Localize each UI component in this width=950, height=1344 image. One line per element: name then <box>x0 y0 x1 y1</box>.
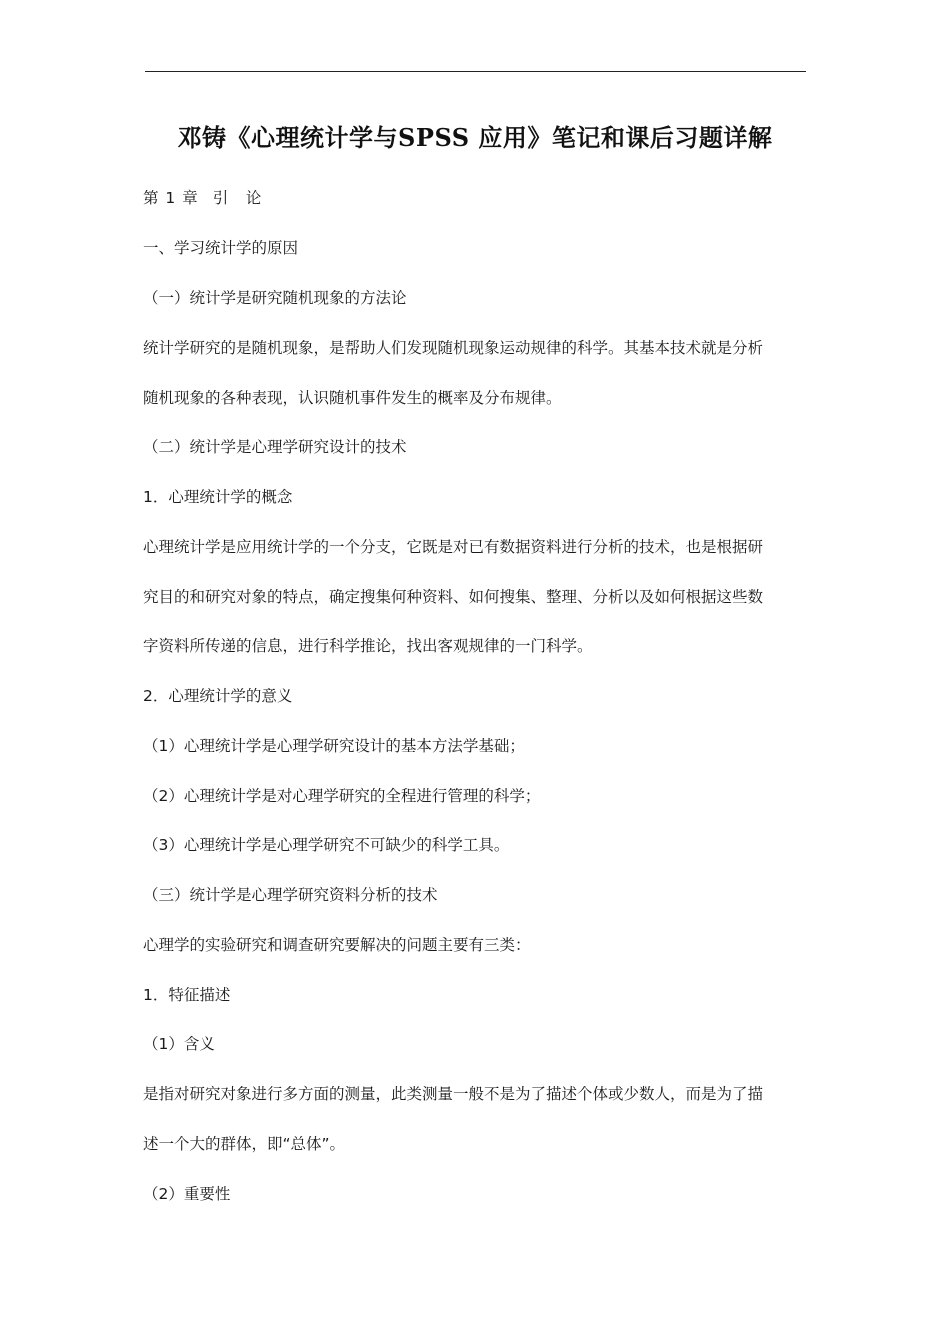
paragraph-line: 心理统计学是应用统计学的一个分支，它既是对已有数据资料进行分析的技术，也是根据研 <box>143 538 764 556</box>
subsection-heading: （一）统计学是研究随机现象的方法论 <box>143 289 407 307</box>
chapter-label: 第 1 章 <box>143 189 199 207</box>
paragraph-line: 字资料所传递的信息，进行科学推论，找出客观规律的一门科学。 <box>143 637 593 655</box>
list-item: （1）心理统计学是心理学研究设计的基本方法学基础； <box>143 737 525 755</box>
list-item: （1）含义 <box>143 1035 215 1053</box>
paragraph-line: 究目的和研究对象的特点，确定搜集何种资料、如何搜集、整理、分析以及如何根据这些数 <box>143 588 764 606</box>
section-heading: 一、学习统计学的原因 <box>143 239 299 257</box>
paragraph-line: 心理学的实验研究和调查研究要解决的问题主要有三类： <box>143 936 531 954</box>
chapter-heading <box>143 186 815 210</box>
list-item: （2）重要性 <box>143 1185 231 1203</box>
list-item: （3）心理统计学是心理学研究不可缺少的科学工具。 <box>143 836 510 854</box>
numbered-heading: 1．心理统计学的概念 <box>143 488 293 506</box>
list-item: （2）心理统计学是对心理学研究的全程进行管理的科学； <box>143 787 541 805</box>
paragraph-line: 述一个大的群体，即“总体”。 <box>143 1135 346 1153</box>
paragraph-line: 随机现象的各种表现，认识随机事件发生的概率及分布规律。 <box>143 389 562 407</box>
chapter-name: 引 论 <box>212 189 263 207</box>
subsection-heading: （二）统计学是心理学研究设计的技术 <box>143 438 407 456</box>
document-title: 邓铸《心理统计学与SPSS 应用》笔记和课后习题详解 <box>177 123 773 152</box>
paragraph-line: 统计学研究的是随机现象，是帮助人们发现随机现象运动规律的科学。其基本技术就是分析 <box>143 339 764 357</box>
paragraph-line: 是指对研究对象进行多方面的测量，此类测量一般不是为了描述个体或少数人，而是为了描 <box>143 1085 764 1103</box>
header-rule <box>145 71 806 72</box>
subsection-heading: （三）统计学是心理学研究资料分析的技术 <box>143 886 438 904</box>
numbered-heading: 2．心理统计学的意义 <box>143 687 293 705</box>
numbered-heading: 1．特征描述 <box>143 986 231 1004</box>
